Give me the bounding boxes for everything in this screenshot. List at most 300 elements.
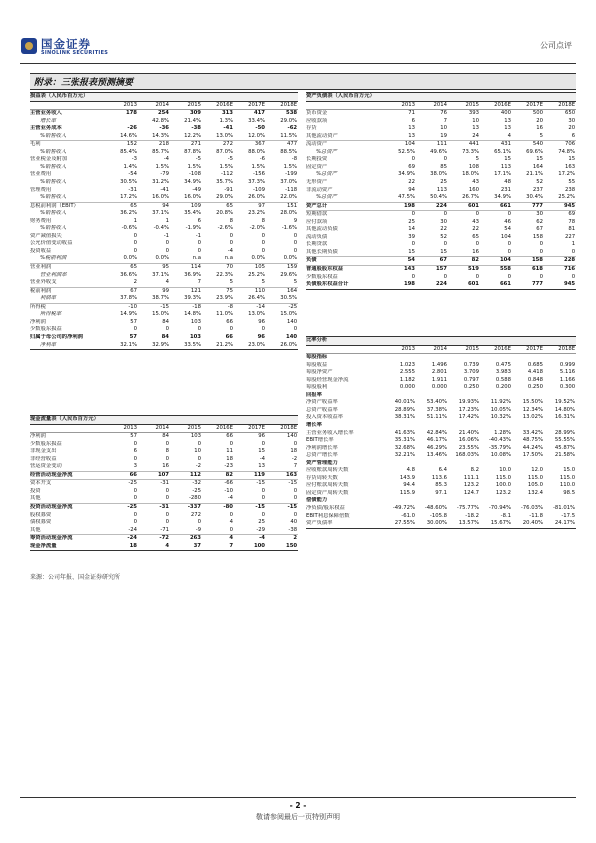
- cell-value: [512, 354, 544, 362]
- cell-value: 75: [226, 287, 233, 294]
- row-label: 净利率: [30, 342, 106, 350]
- table-row: [306, 414, 576, 422]
- cell-value: 5.116: [559, 369, 576, 376]
- cell-value: -81.01%: [552, 505, 576, 512]
- row-label: 增长率: [306, 422, 322, 429]
- cell-value: 82: [202, 471, 234, 480]
- row-label: 净利润: [30, 433, 46, 440]
- cell-value: 8.2: [470, 467, 479, 474]
- cell-value: 55: [568, 179, 576, 186]
- table-row: [30, 527, 298, 535]
- cell-value: 1.496: [431, 361, 447, 368]
- cell-value: 69.6%: [526, 148, 543, 155]
- cell-value: [416, 497, 448, 505]
- cell-value: 7: [443, 117, 447, 124]
- table-row: [306, 490, 576, 498]
- cell-value: 40: [290, 519, 298, 526]
- row-label: 总资产收益率: [306, 406, 338, 413]
- cell-value: 17.2%: [558, 171, 576, 178]
- cell-value: 3.983: [495, 369, 511, 376]
- cell-value: 67: [416, 257, 448, 266]
- cell-value: -80: [223, 504, 233, 511]
- cell-value: [512, 422, 544, 430]
- cell-value: 11.5%: [266, 133, 298, 141]
- cell-value: 96: [258, 433, 265, 440]
- cell-value: 1.5%: [283, 163, 298, 170]
- row-label: 所得税率: [40, 311, 62, 318]
- table-row: [30, 303, 298, 311]
- cell-value: -50: [255, 125, 265, 132]
- header-divider: [20, 63, 576, 64]
- table-row: [306, 369, 576, 377]
- cell-value: 18: [226, 455, 233, 462]
- cell-value: -2: [170, 463, 202, 471]
- cell-value: [448, 497, 480, 505]
- cell-value: 272: [222, 141, 233, 148]
- cell-value: 30.5%: [266, 295, 298, 303]
- row-label: 经营活动现金净流: [30, 471, 106, 480]
- table-row: [306, 520, 576, 528]
- row-label: %销售收入: [40, 179, 67, 186]
- cell-value: -11.8: [529, 512, 543, 519]
- cell-value: -5: [227, 156, 233, 163]
- cell-value: 13: [384, 133, 416, 141]
- cell-value: 1.023: [399, 361, 415, 368]
- table-row: [30, 495, 298, 503]
- cell-value: -1.9%: [185, 225, 201, 232]
- row-label: 营运资金变动: [30, 463, 106, 471]
- table-row: [30, 342, 298, 350]
- cell-value: 10.0: [499, 467, 511, 474]
- cell-value: 47.5%: [384, 194, 416, 202]
- cell-value: 65: [472, 233, 479, 240]
- cell-value: 37.0%: [280, 179, 298, 186]
- row-label: 资产管理能力: [306, 459, 338, 466]
- cell-value: 143: [403, 266, 415, 273]
- cell-value: 21.1%: [526, 171, 543, 178]
- cell-value: 0: [133, 232, 137, 239]
- table-row: [306, 133, 576, 141]
- cell-value: 16: [536, 125, 543, 132]
- cell-value: 16: [448, 249, 480, 257]
- table-row: [30, 194, 298, 202]
- table-row: [30, 488, 298, 496]
- cell-value: -1: [195, 232, 201, 239]
- cell-value: 22.0%: [266, 194, 298, 202]
- cell-value: 26.7%: [448, 194, 480, 202]
- cell-value: 0: [261, 326, 265, 333]
- cell-value: -4: [163, 156, 169, 163]
- cell-value: 8: [261, 217, 265, 224]
- table-row: [30, 118, 298, 126]
- cell-value: 2.801: [431, 369, 447, 376]
- cell-value: 16.0%: [170, 194, 202, 202]
- row-label: 现金净流量: [30, 543, 106, 551]
- table-row: [30, 141, 298, 149]
- table-row: [306, 156, 576, 164]
- cell-value: 73.3%: [462, 148, 479, 155]
- corner-cell: [306, 345, 384, 354]
- cell-value: 4.8: [406, 467, 415, 474]
- cell-value: 14.6%: [106, 133, 138, 141]
- cell-value: [512, 460, 544, 468]
- table-row: [306, 187, 576, 195]
- cell-value: 0: [261, 232, 265, 239]
- table-row: [306, 392, 576, 400]
- cell-value: 12.34%: [522, 406, 543, 413]
- cell-value: 0.797: [463, 376, 479, 383]
- cell-value: 0: [411, 241, 415, 248]
- cell-value: 2.555: [399, 369, 415, 376]
- cell-value: -105.8: [429, 512, 447, 519]
- row-label: %总资产: [306, 194, 384, 202]
- row-label: 净利润: [30, 318, 46, 325]
- cell-value: 42.84%: [426, 429, 447, 436]
- cell-value: 12.0%: [234, 133, 266, 141]
- cell-value: 25: [440, 179, 447, 186]
- cell-value: 16.06%: [458, 437, 479, 444]
- cell-value: 367: [254, 141, 265, 148]
- cell-value: 0: [507, 241, 511, 248]
- cell-value: 124.7: [463, 489, 479, 496]
- table-row: [30, 441, 298, 449]
- cell-value: 151: [286, 202, 298, 209]
- year-header: 2018E: [266, 424, 298, 433]
- cell-value: 25.2%: [544, 194, 576, 202]
- cell-value: 1: [571, 241, 576, 248]
- table-row: [30, 287, 298, 295]
- cell-value: 0.999: [559, 361, 576, 368]
- cell-value: 32.68%: [394, 444, 415, 451]
- table-row: [306, 118, 576, 126]
- cell-value: 13: [234, 463, 266, 471]
- table-row: [306, 354, 576, 362]
- cell-value: 99: [162, 287, 169, 294]
- cell-value: 12.2%: [170, 133, 202, 141]
- cell-value: 115.0: [559, 474, 576, 481]
- cell-value: -10: [224, 487, 233, 494]
- cell-value: 1.3%: [219, 117, 233, 124]
- year-header-row: [306, 101, 576, 110]
- cell-value: 10.08%: [490, 452, 511, 459]
- cell-value: 26.0%: [234, 194, 266, 202]
- cell-value: 69: [568, 211, 576, 218]
- row-label: 货币资金: [306, 110, 328, 117]
- section-title-bar: [30, 73, 576, 90]
- cell-value: -71: [138, 527, 170, 535]
- year-header: 2014: [138, 101, 170, 110]
- cell-value: 23.9%: [202, 295, 234, 303]
- cell-value: 8: [229, 217, 233, 224]
- year-header: 2017E: [512, 345, 544, 354]
- cell-value: 0: [266, 495, 298, 503]
- table-row: [306, 125, 576, 133]
- cell-value: 33.42%: [522, 429, 543, 436]
- cell-value: -4: [227, 247, 233, 254]
- cell-value: 15: [568, 156, 576, 163]
- cell-value: 0: [475, 211, 479, 218]
- cell-value: 85.4%: [120, 148, 137, 155]
- cell-value: 540: [532, 141, 543, 148]
- cell-value: 15: [536, 156, 543, 163]
- cell-value: 48: [504, 179, 511, 186]
- cell-value: 477: [286, 141, 298, 148]
- cell-value: 7: [202, 543, 234, 551]
- cell-value: 0.250: [527, 384, 543, 391]
- row-label: 所得税: [30, 303, 46, 310]
- cell-value: 32.9%: [138, 342, 170, 350]
- table-row: [306, 226, 576, 234]
- row-label: 长期投资: [306, 156, 328, 163]
- cell-value: 66: [225, 333, 233, 340]
- table-row: [30, 448, 298, 456]
- row-label: 资产减值损失: [30, 232, 62, 239]
- cell-value: 28.0%: [280, 210, 298, 217]
- year-header: 2013: [384, 345, 416, 354]
- row-label: 非经营收益: [30, 455, 57, 462]
- row-label: 管理费用: [30, 186, 52, 193]
- cell-value: 88.0%: [248, 148, 265, 155]
- cell-value: 158: [512, 257, 544, 266]
- cell-value: -109: [252, 186, 265, 193]
- row-label: 其他: [30, 495, 106, 503]
- row-label: 少数股东损益: [30, 440, 62, 447]
- cell-value: 10: [472, 117, 479, 124]
- cell-value: 94: [408, 186, 415, 193]
- cell-value: [512, 392, 544, 400]
- cell-value: 17.42%: [458, 414, 479, 421]
- table-row: [30, 171, 298, 179]
- year-header: 2014: [416, 345, 448, 354]
- row-label: %销售收入: [40, 163, 67, 170]
- cell-value: 160: [468, 186, 479, 193]
- cell-value: 16: [138, 463, 170, 471]
- cell-value: 168.03%: [455, 452, 479, 459]
- cell-value: 3: [106, 463, 138, 471]
- cell-value: 57: [130, 433, 137, 440]
- cell-value: 6.4: [438, 467, 447, 474]
- cell-value: 164: [532, 163, 543, 170]
- cell-value: 0: [261, 440, 265, 447]
- cell-value: 0: [539, 241, 543, 248]
- table-row: [306, 249, 576, 257]
- cell-value: [106, 118, 138, 126]
- row-label: 偿债能力: [306, 497, 328, 504]
- cell-value: 0: [443, 273, 447, 280]
- cell-value: 4.418: [527, 369, 543, 376]
- cell-value: 178: [125, 110, 137, 117]
- cell-value: -4: [259, 535, 265, 542]
- cell-value: [544, 392, 576, 400]
- cell-value: -76.03%: [520, 505, 543, 512]
- cell-value: -32: [192, 480, 201, 487]
- cell-value: 15.50%: [522, 399, 543, 406]
- cell-value: 104: [480, 257, 512, 266]
- row-label: 主营业务收入: [30, 110, 62, 117]
- ratio-analysis-table: [306, 336, 576, 529]
- income-statement-table: [30, 92, 298, 350]
- table-row: [306, 241, 576, 249]
- cell-value: 15: [416, 249, 448, 257]
- cell-value: 11.92%: [490, 399, 511, 406]
- cell-value: 0.000: [431, 384, 447, 391]
- cell-value: 9: [293, 217, 298, 224]
- row-label: 每股收益: [306, 361, 328, 368]
- cell-value: 13: [472, 125, 479, 132]
- cell-value: 14.3%: [138, 133, 170, 141]
- row-label: 股权募资: [30, 511, 52, 518]
- cell-value: 96: [257, 333, 265, 340]
- cell-value: 17.2%: [106, 194, 138, 202]
- cell-value: 37.1%: [152, 210, 169, 217]
- cell-value: 43: [472, 179, 479, 186]
- table-row: [306, 505, 576, 513]
- cell-value: 30.00%: [416, 520, 448, 528]
- cell-value: 0: [293, 511, 298, 518]
- cell-value: 393: [468, 110, 479, 117]
- cell-value: 20.40%: [512, 520, 544, 528]
- table-row: [30, 480, 298, 488]
- cell-value: 0: [202, 527, 234, 535]
- cell-value: 109: [190, 202, 201, 209]
- cell-value: 76: [440, 110, 447, 117]
- cell-value: 0.250: [463, 384, 479, 391]
- year-header: 2015: [170, 101, 202, 110]
- cell-value: -23: [202, 463, 234, 471]
- cell-value: -6: [259, 156, 265, 163]
- cell-value: -54: [128, 171, 137, 178]
- cell-value: 0: [133, 247, 137, 254]
- section-title: 附录：三张报表预测摘要: [34, 78, 134, 88]
- cell-value: 0: [229, 440, 233, 447]
- cell-value: -40.43%: [488, 437, 511, 444]
- table-row: [30, 471, 298, 480]
- cell-value: 25.2%: [248, 271, 265, 278]
- cell-value: 103: [190, 318, 201, 325]
- cell-value: 140: [286, 333, 298, 340]
- cell-value: 22.3%: [216, 271, 233, 278]
- cell-value: 52: [536, 179, 543, 186]
- year-header: 2014: [138, 424, 170, 433]
- cell-value: 1.28%: [494, 429, 511, 436]
- cell-value: 38.31%: [394, 414, 415, 421]
- table-row: [30, 433, 298, 441]
- cell-value: 0: [293, 487, 298, 494]
- cell-value: 121: [190, 287, 201, 294]
- cell-value: 158: [532, 233, 543, 240]
- cell-value: 87.0%: [216, 148, 233, 155]
- cell-value: 0: [229, 232, 233, 239]
- row-label: 税前利润: [30, 287, 52, 294]
- cell-value: 23.2%: [248, 210, 265, 217]
- cell-value: 11: [226, 448, 233, 455]
- row-label: 增长率: [40, 117, 56, 124]
- cell-value: 14: [408, 226, 415, 233]
- cell-value: 271: [190, 141, 201, 148]
- cell-value: 238: [564, 186, 576, 193]
- cell-value: 10.05%: [490, 406, 511, 413]
- cell-value: -8: [227, 303, 233, 310]
- table-row: [306, 171, 576, 179]
- row-label: 净负债/股东权益: [306, 505, 345, 512]
- year-header: 2016E: [480, 101, 512, 110]
- cell-value: 500: [532, 110, 543, 117]
- cell-value: 19.52%: [554, 399, 576, 406]
- cell-value: 1.5%: [187, 163, 201, 170]
- cell-value: 34.9%: [480, 194, 512, 202]
- cell-value: -38: [266, 527, 298, 535]
- cell-value: 0: [261, 240, 265, 247]
- cell-value: 110: [254, 287, 265, 294]
- cell-value: -75.77%: [456, 505, 479, 512]
- row-label: 其他长期负债: [306, 249, 384, 257]
- cell-value: 0.000: [399, 384, 415, 391]
- cell-value: -29: [234, 527, 266, 535]
- cell-value: 15.0%: [280, 311, 298, 318]
- cell-value: 114: [190, 264, 201, 271]
- cell-value: 10: [440, 125, 447, 132]
- cell-value: 7: [170, 279, 202, 287]
- cell-value: 94: [162, 202, 169, 209]
- cell-value: 69: [408, 163, 415, 170]
- table-row: [306, 437, 576, 445]
- year-header: 2017E: [234, 101, 266, 110]
- footer-divider: [20, 797, 576, 798]
- cell-value: 17.50%: [522, 452, 543, 459]
- year-header: 2017E: [234, 424, 266, 433]
- table-row: [306, 194, 576, 202]
- cell-value: 34.9%: [184, 179, 201, 186]
- cell-value: 0.685: [527, 361, 543, 368]
- row-label: %税前利润: [30, 255, 106, 263]
- cell-value: 0: [475, 241, 479, 248]
- cell-value: 44.24%: [522, 444, 543, 451]
- cell-value: 0: [443, 156, 447, 163]
- table-row: [30, 279, 298, 287]
- cell-value: 11.0%: [216, 311, 233, 318]
- cell-value: 35.31%: [394, 437, 415, 444]
- cell-value: 66: [226, 433, 233, 440]
- cell-value: 0: [293, 440, 298, 447]
- cell-value: 13: [504, 117, 511, 124]
- row-label: 财务费用: [30, 217, 52, 224]
- cell-value: 23.0%: [234, 342, 266, 350]
- cell-value: 2: [293, 535, 298, 542]
- cell-value: 441: [468, 141, 479, 148]
- cell-value: 777: [512, 281, 544, 289]
- cell-value: 52.5%: [398, 148, 415, 155]
- table-row: [30, 264, 298, 272]
- cell-value: 21.4%: [184, 117, 201, 124]
- cell-value: 30: [536, 211, 543, 218]
- table-row: [306, 202, 576, 211]
- cell-value: 15: [258, 448, 265, 455]
- cell-value: 51.11%: [426, 414, 447, 421]
- row-label: 存货周转天数: [306, 474, 338, 481]
- cell-value: -4: [202, 495, 234, 503]
- cell-value: -0.6%: [121, 225, 137, 232]
- cell-value: 0: [165, 487, 169, 494]
- cell-value: 37: [170, 543, 202, 551]
- cell-value: 3.709: [463, 369, 479, 376]
- table-row: [30, 334, 298, 342]
- row-label: 投资活动现金净流: [30, 504, 73, 511]
- cell-value: 17.23%: [458, 406, 479, 413]
- cell-value: 82: [448, 257, 480, 266]
- cell-value: 36.9%: [184, 271, 201, 278]
- table-row: [306, 219, 576, 227]
- cell-value: 37.3%: [248, 179, 265, 186]
